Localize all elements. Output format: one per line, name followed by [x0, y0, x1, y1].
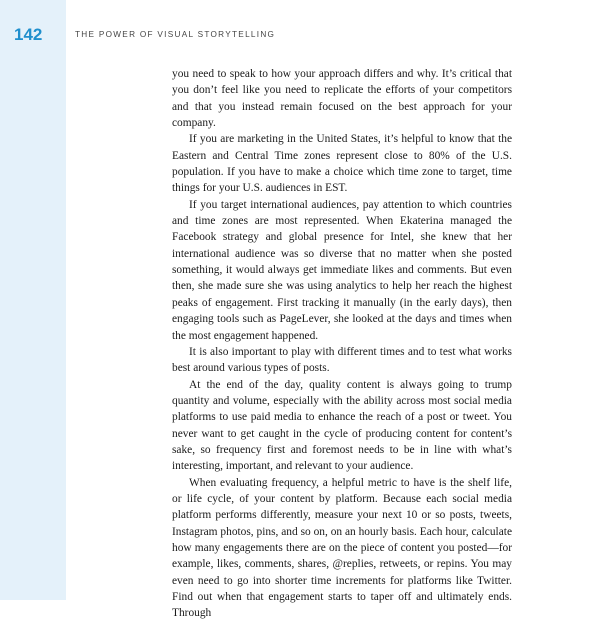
paragraph-evaluating-frequency: When evaluating frequency, a helpful metric to have is the shelf life, or life cycle, of your content by platform. Because each social media platform performs differently, measure your next 10 or so posts, tweets, Instagram photos, pins, and so on, on an hourly basis. Each hour, calculate how many engagements there are on the piece of content you posted—for example, likes, comments, shares, @replies, retweets, or repins. You may even need to go into shorter time increments for platforms like Twitter. Find out when that engagement starts to taper off and ultimately ends. Through: [172, 476, 512, 620]
paragraph-quality-content: At the end of the day, quality content is always going to trump quantity and volume, especially with the ability across most social media platforms to use paid media to enhance the reach of a post or tweet. You never want to get caught in the cycle of producing content for content’s sake, so frequency first and foremost needs to be in line with what’s interesting, important, and relevant to your audience.: [172, 378, 512, 473]
paragraph-continued: you need to speak to how your approach differs and why. It’s critical that you don’t feel like you need to replicate the efforts of your competitors and that you instead remain focused on the best approach for your company.: [172, 68, 512, 130]
paragraph-test-times: It is also important to play with different times and to test what works best around various types of posts.: [172, 345, 512, 375]
body-text: [172, 66, 512, 622]
paragraph-time-zones-us: If you are marketing in the United States, it’s helpful to know that the Eastern and Central Time zones represent close to 80% of the U.S. population. If you have to make a choice which time zone to target, time things for your U.S. audiences in EST.: [172, 133, 512, 195]
margin-color-band: [0, 0, 66, 600]
paragraph-international-audiences: If you target international audiences, pay attention to which countries and time zones are most represented. When Ekaterina managed the Facebook strategy and global presence for Intel, she knew that her international audience was so diverse that no matter when she posted something, it would always get immediate likes and comments. But even then, she made sure she was using analytics to help her reach the highest peaks of engagement. First tracking it manually (in the early days), then engaging tools such as PageLever, she looked at the days and times when the most engagement happened.: [172, 198, 512, 342]
running-head: THE POWER OF VISUAL STORYTELLING: [75, 30, 276, 39]
page-number: 142: [14, 25, 43, 44]
